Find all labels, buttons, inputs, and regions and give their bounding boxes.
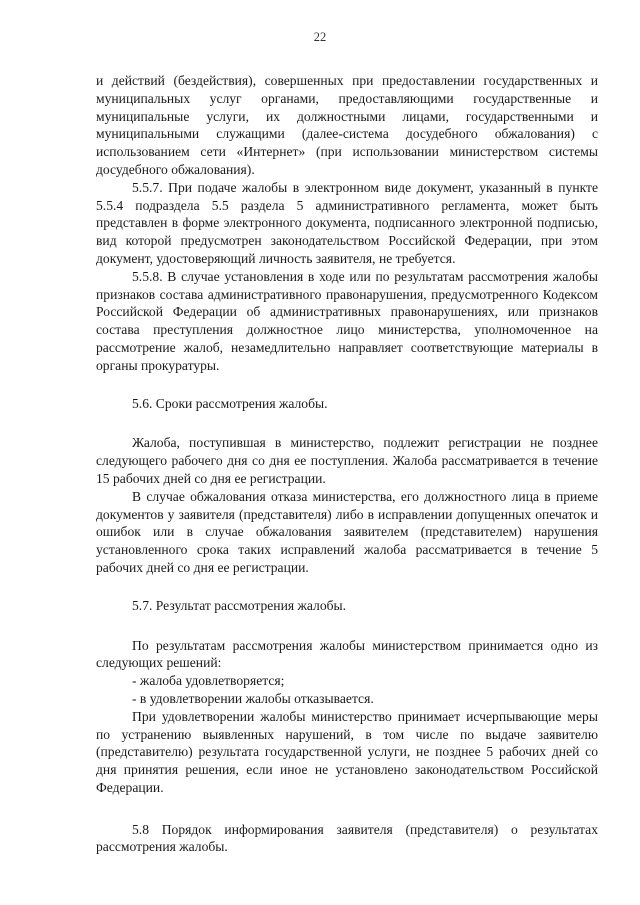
- list-item-refused: - в удовлетворении жалобы отказывается.: [132, 690, 374, 706]
- section-heading-5-6: 5.6. Сроки рассмотрения жалобы.: [132, 395, 328, 411]
- list-item-satisfied: - жалоба удовлетворяется;: [132, 673, 285, 689]
- section-heading-5-7: 5.7. Результат рассмотрения жалобы.: [132, 597, 347, 613]
- paragraph-decisions-intro: По результатам рассмотрения жалобы министерством принимается одно из следующих решений:: [96, 637, 598, 671]
- paragraph-5-5-8: 5.5.8. В случае установления в ходе или по результатам рассмотрения жалобы признаков состава административного правонарушения, предусмотренного Кодексом Российской Федерации об административных правонарушениях, или признаков состава преступления должностное лицо министерства, уполномоченное на рассмотрение жалоб, незамедлительно направляет соответствующие материалы в органы прокуратуры.: [96, 268, 598, 373]
- paragraph-5-5-7: 5.5.7. При подаче жалобы в электронном виде документ, указанный в пункте 5.5.4 подраздела 5.5 раздела 5 административного регламента, может быть представлен в форме электронного документа, подписанного электронной подписью, вид которой предусмотрен законодательством Российской Федерации, при этом документ, удостоверяющий личность заявителя, не требуется.: [96, 179, 598, 266]
- paragraph-complaint-system: и действий (бездействия), совершенных при предоставлении государственных и муниципальных услуг органами, предоставляющими государственные и муниципальные услуги, их должностными лицами, государственными и муниципальными служащими (далее-система досудебного обжалования) с использованием сети «Интернет» (при использовании министерством системы досудебного обжалования).: [96, 73, 598, 177]
- page-number: 22: [313, 30, 327, 44]
- paragraph-registration-deadline: Жалоба, поступившая в министерство, подлежит регистрации не позднее следующего рабочего дня со дня ее поступления. Жалоба рассматривается в течение 15 рабочих дней со дня ее регистрации.: [96, 435, 598, 486]
- paragraph-refusal-appeal: В случае обжалования отказа министерства, его должностного лица в приеме документов у заявителя (представителя) либо в исправлении допущенных опечаток и ошибок или в случае обжалования заявителем (представителем) нарушения установленного срока таких исправлений жалоба рассматривается в течение 5 рабочих дней со дня ее регистрации.: [96, 488, 598, 575]
- section-heading-5-8: 5.8 Порядок информирования заявителя (представителя) о результатах рассмотрения жалобы.: [96, 821, 598, 855]
- paragraph-remedy-measures: При удовлетворении жалобы министерство принимает исчерпывающие меры по устранению выявленных нарушений, в том числе по выдаче заявителю (представителю) результата государственной услуги, не позднее 5 рабочих дней со дня принятия решения, если иное не установлено законодательством Российской Федерации.: [96, 708, 598, 795]
- document-body: [96, 72, 598, 856]
